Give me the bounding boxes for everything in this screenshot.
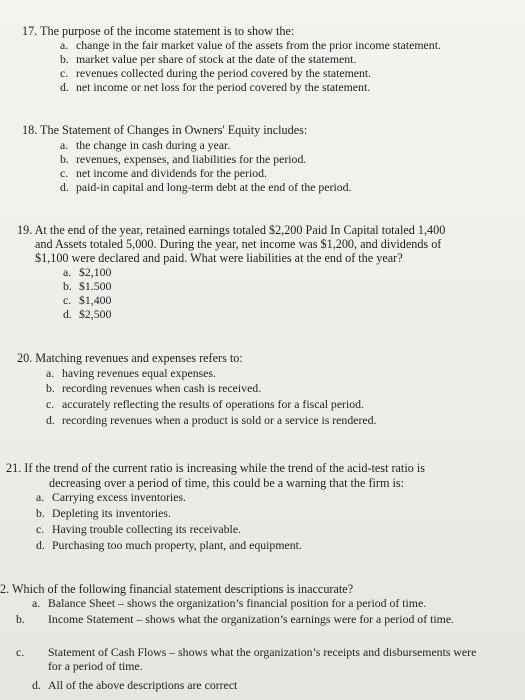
option-d: d. paid-in capital and long-term debt at the end of the period. [60, 180, 352, 194]
question-stem-line-3: $1,100 were declared and paid. What were liabilities at the end of the year? [35, 251, 403, 265]
option-a: a. the change in cash during a year. [60, 138, 231, 152]
question-stem-line-1: 21. If the trend of the current ratio is increasing while the trend of the acid-test ratio is [6, 461, 425, 475]
question-stem: 17. The purpose of the income statement is to show the: [22, 24, 295, 38]
option-b: b. recording revenues when cash is received. [46, 381, 262, 395]
question-stem: 20. Matching revenues and expenses refers to: [17, 351, 243, 365]
question-stem: 2. Which of the following financial statement descriptions is inaccurate? [0, 582, 354, 596]
option-d: d. All of the above descriptions are correct [32, 678, 238, 692]
question-stem: 18. The Statement of Changes in Owners' Equity includes: [22, 123, 308, 137]
question-stem-line-1: 19. At the end of the year, retained earnings totaled $2,200 Paid In Capital totaled 1,400 [17, 223, 446, 237]
option-b: b. Depleting its inventories. [36, 506, 171, 520]
option-b: b. market value per share of stock at the date of the statement. [60, 52, 357, 66]
option-a: a. Carrying excess inventories. [36, 490, 186, 504]
option-c: c. $1,400 [63, 293, 112, 307]
question-stem-line-2: and Assets totaled 5,000. During the year, net income was $1,200, and dividends of [35, 237, 442, 251]
option-d: d. recording revenues when a product is sold or a service is rendered. [46, 413, 377, 427]
option-b: b. revenues, expenses, and liabilities for the period. [60, 152, 307, 166]
option-b: b. Income Statement – shows what the organization’s earnings were for a period of time. [16, 612, 455, 626]
option-b: b. $1.500 [63, 279, 112, 293]
option-d: d. net income or net loss for the period covered by the statement. [60, 80, 371, 94]
option-a: a. change in the fair market value of the assets from the prior income statement. [60, 38, 441, 52]
option-d: d. Purchasing too much property, plant, and equipment. [36, 538, 302, 552]
option-a: a. having revenues equal expenses. [46, 366, 216, 380]
option-c: c. Statement of Cash Flows – shows what the organization’s receipts and disbursements were for a period of time. [16, 645, 477, 673]
option-d: d. $2,500 [63, 307, 112, 321]
option-c: c. net income and dividends for the period. [60, 166, 267, 180]
option-c: c. revenues collected during the period covered by the statement. [60, 66, 372, 80]
option-a: a. $2,100 [63, 265, 112, 279]
option-c: c. accurately reflecting the results of operations for a fiscal period. [46, 397, 365, 411]
question-stem-line-2: decreasing over a period of time, this could be a warning that the firm is: [49, 476, 405, 490]
option-a: a. Balance Sheet – shows the organization’s financial position for a period of time. [32, 596, 427, 610]
option-c: c. Having trouble collecting its receivable. [36, 522, 242, 536]
